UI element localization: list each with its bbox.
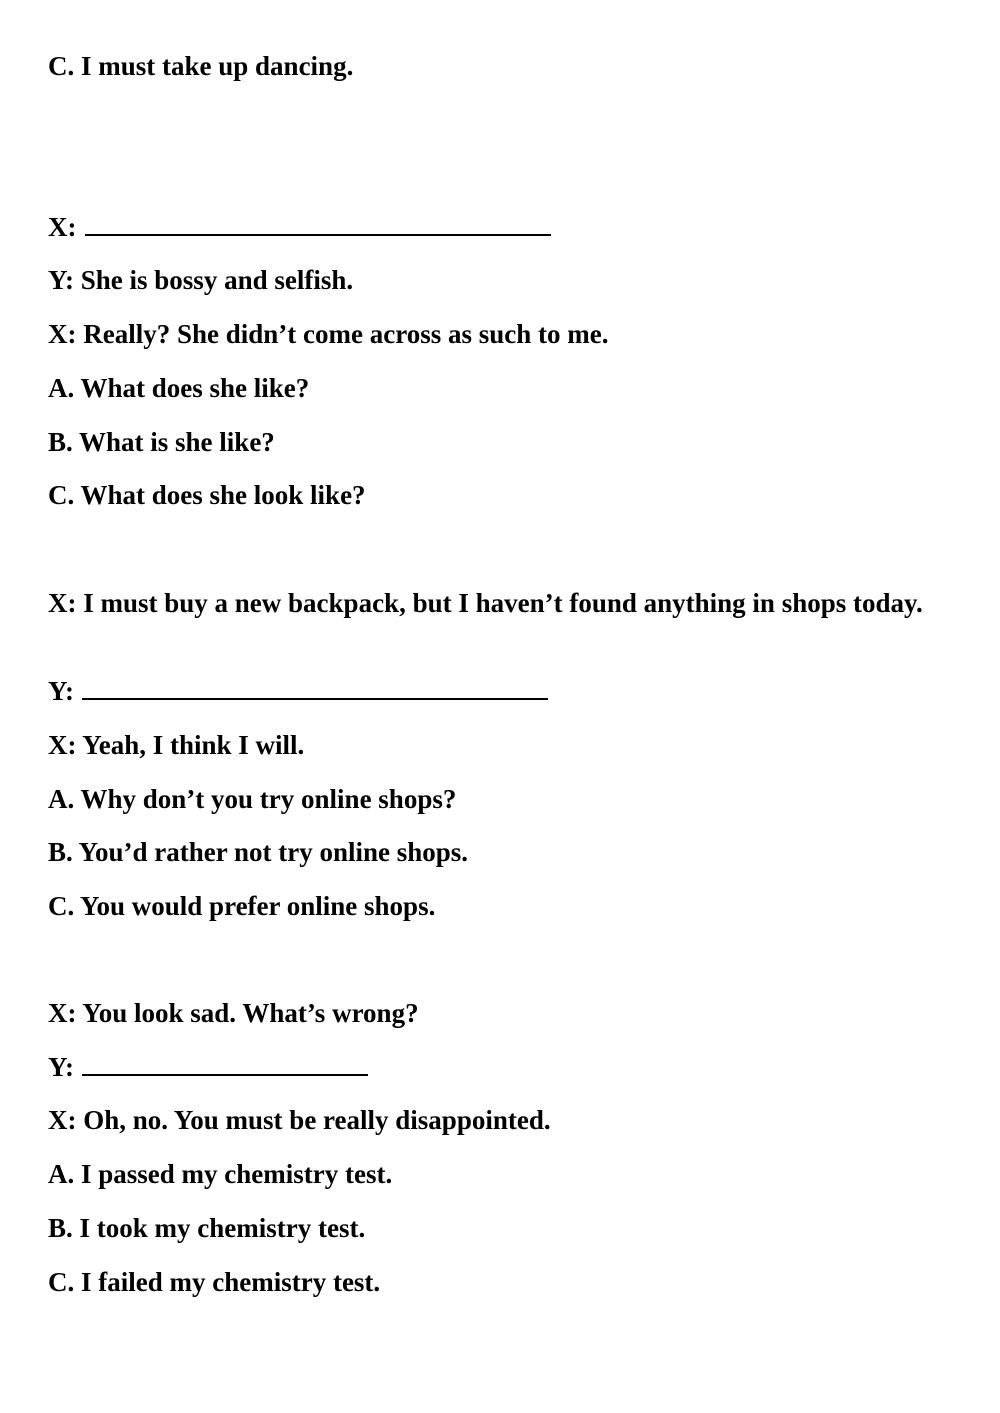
option-b: B. What is she like? <box>48 427 275 457</box>
dialogue-line-x: X: Oh, no. You must be really disappointed. <box>48 1105 551 1135</box>
option-a: A. What does she like? <box>48 373 310 403</box>
dialogue-line-y <box>48 675 548 707</box>
speaker-label: Y: <box>48 1052 75 1082</box>
answer-blank[interactable] <box>85 212 551 236</box>
option-c: C. I failed my chemistry test. <box>48 1267 381 1297</box>
dialogue-line-x: X: Yeah, I think I will. <box>48 730 305 760</box>
speaker-label: Y: <box>48 676 75 706</box>
dialogue-line-x: X: I must buy a new backpack, but I haven’t found anything in shops today. <box>48 588 923 618</box>
answer-blank[interactable] <box>82 676 548 700</box>
option-b: B. You’d rather not try online shops. <box>48 837 469 867</box>
option-a: A. Why don’t you try online shops? <box>48 784 457 814</box>
option-a: A. I passed my chemistry test. <box>48 1159 393 1189</box>
dialogue-line-x: X: You look sad. What’s wrong? <box>48 998 419 1028</box>
option-c: C. I must take up dancing. <box>48 51 354 81</box>
answer-blank[interactable] <box>82 1052 368 1076</box>
dialogue-line-x <box>48 211 551 243</box>
option-b: B. I took my chemistry test. <box>48 1213 366 1243</box>
option-c: C. What does she look like? <box>48 480 366 510</box>
speaker-label: X: <box>48 212 77 242</box>
dialogue-line-x: X: Really? She didn’t come across as such to me. <box>48 319 609 349</box>
option-c: C. You would prefer online shops. <box>48 891 436 921</box>
dialogue-line-y <box>48 1051 368 1083</box>
dialogue-line-y: Y: She is bossy and selfish. <box>48 265 354 295</box>
